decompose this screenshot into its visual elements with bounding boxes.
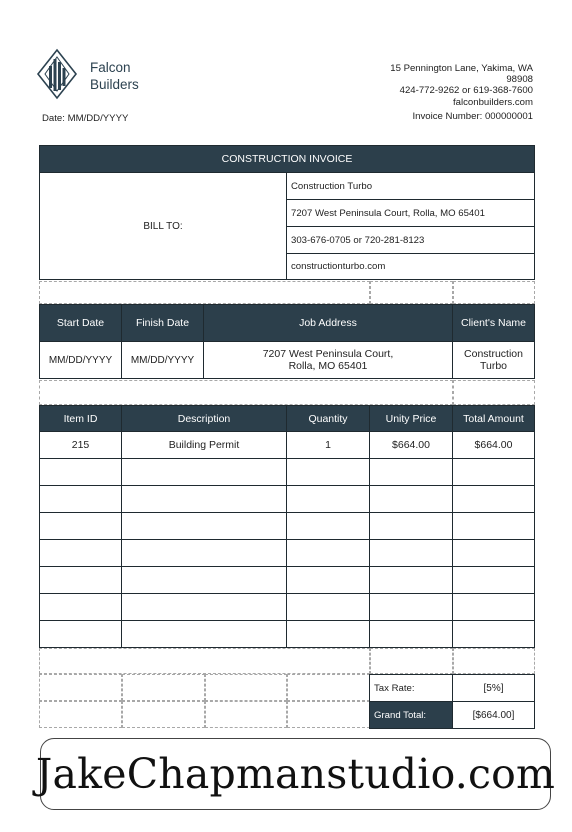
empty-table-cell [369,512,453,540]
items-header-quantity: Quantity [286,405,370,432]
job-header-address: Job Address [203,304,453,342]
job-address [203,341,453,379]
spacer-cell [122,701,205,728]
spacer-cell [453,281,535,304]
empty-table-cell [286,458,370,486]
empty-table-cell [39,458,122,486]
item-unit-price-cell: $664.00 [369,431,453,459]
bill-to-phone: 303-676-0705 or 720-281-8123 [286,226,535,254]
company-website: falconbuilders.com [453,96,533,108]
job-header-finish-date: Finish Date [121,304,204,342]
empty-table-cell [452,512,535,540]
spacer-cell [205,674,287,701]
empty-table-cell [121,512,287,540]
company-name [90,59,139,93]
spacer-cell [205,701,287,728]
empty-table-cell [452,566,535,594]
watermark-banner [35,738,556,810]
tax-rate-value: [5%] [452,674,535,702]
spacer-cell [370,648,453,674]
empty-table-cell [452,620,535,648]
spacer-cell [122,674,205,701]
spacer-cell [39,648,370,674]
empty-table-cell [452,485,535,513]
empty-table-cell [452,593,535,621]
empty-table-cell [369,539,453,567]
bill-to-label: BILL TO: [39,172,287,280]
job-start-date: MM/DD/YYYY [39,341,122,379]
spacer-cell [39,701,122,728]
empty-table-cell [121,485,287,513]
empty-table-cell [39,512,122,540]
empty-table-cell [121,566,287,594]
invoice-date: Date: MM/DD/YYYY [42,113,129,124]
spacer-cell [453,380,535,405]
bill-to-website: constructionturbo.com [286,253,535,280]
items-header-description: Description [121,405,287,432]
job-finish-date: MM/DD/YYYY [121,341,204,379]
empty-table-cell [369,458,453,486]
empty-table-cell [121,620,287,648]
empty-table-cell [39,593,122,621]
empty-table-cell [286,485,370,513]
job-client-line2: Turbo [479,360,508,372]
job-address-line2: Rolla, MO 65401 [288,360,368,372]
empty-table-cell [369,566,453,594]
item-quantity-cell: 1 [286,431,370,459]
grand-total-value: [$664.00] [452,701,535,729]
empty-table-cell [286,566,370,594]
company-name-line1: Falcon [90,60,131,75]
empty-table-cell [39,485,122,513]
spacer-cell [453,648,535,674]
spacer-cell [39,674,122,701]
item-id-cell: 215 [39,431,122,459]
company-phone: 424-772-9262 or 619-368-7600 [399,85,533,97]
spacer-cell [287,701,370,728]
job-header-start-date: Start Date [39,304,122,342]
bill-to-name: Construction Turbo [286,172,535,200]
bill-to-address: 7207 West Peninsula Court, Rolla, MO 65401 [286,199,535,227]
empty-table-cell [369,485,453,513]
watermark-text: JakeChapmanstudio.com [35,750,556,798]
tax-rate-label: Tax Rate: [369,674,453,702]
company-name-line2: Builders [90,77,139,92]
empty-table-cell [286,593,370,621]
invoice-title: CONSTRUCTION INVOICE [39,145,535,173]
company-address-line2: 98908 [506,74,533,86]
empty-table-cell [369,620,453,648]
grand-total-label: Grand Total: [369,701,453,729]
falcon-builders-logo-icon [36,48,78,100]
empty-table-cell [121,593,287,621]
empty-table-cell [39,620,122,648]
items-header-total-amount: Total Amount [452,405,535,432]
job-address-line1: 7207 West Peninsula Court, [262,348,394,360]
spacer-cell [287,674,370,701]
empty-table-cell [286,512,370,540]
empty-table-cell [121,539,287,567]
empty-table-cell [286,539,370,567]
item-description-cell: Building Permit [121,431,287,459]
empty-table-cell [286,620,370,648]
job-client-name [452,341,535,379]
items-header-item-id: Item ID [39,405,122,432]
job-client-line1: Construction [464,348,523,360]
spacer-cell [370,281,453,304]
spacer-cell [39,380,453,405]
item-total-cell: $664.00 [452,431,535,459]
company-contact-block [363,63,533,108]
empty-table-cell [452,539,535,567]
invoice-number: Invoice Number: 000000001 [412,111,533,122]
empty-table-cell [39,539,122,567]
company-address-line1: 15 Pennington Lane, Yakima, WA [390,63,533,74]
empty-table-cell [121,458,287,486]
empty-table-cell [369,593,453,621]
empty-table-cell [452,458,535,486]
spacer-cell [39,281,370,304]
empty-table-cell [39,566,122,594]
items-header-unit-price: Unity Price [369,405,453,432]
job-header-client-name: Client's Name [452,304,535,342]
